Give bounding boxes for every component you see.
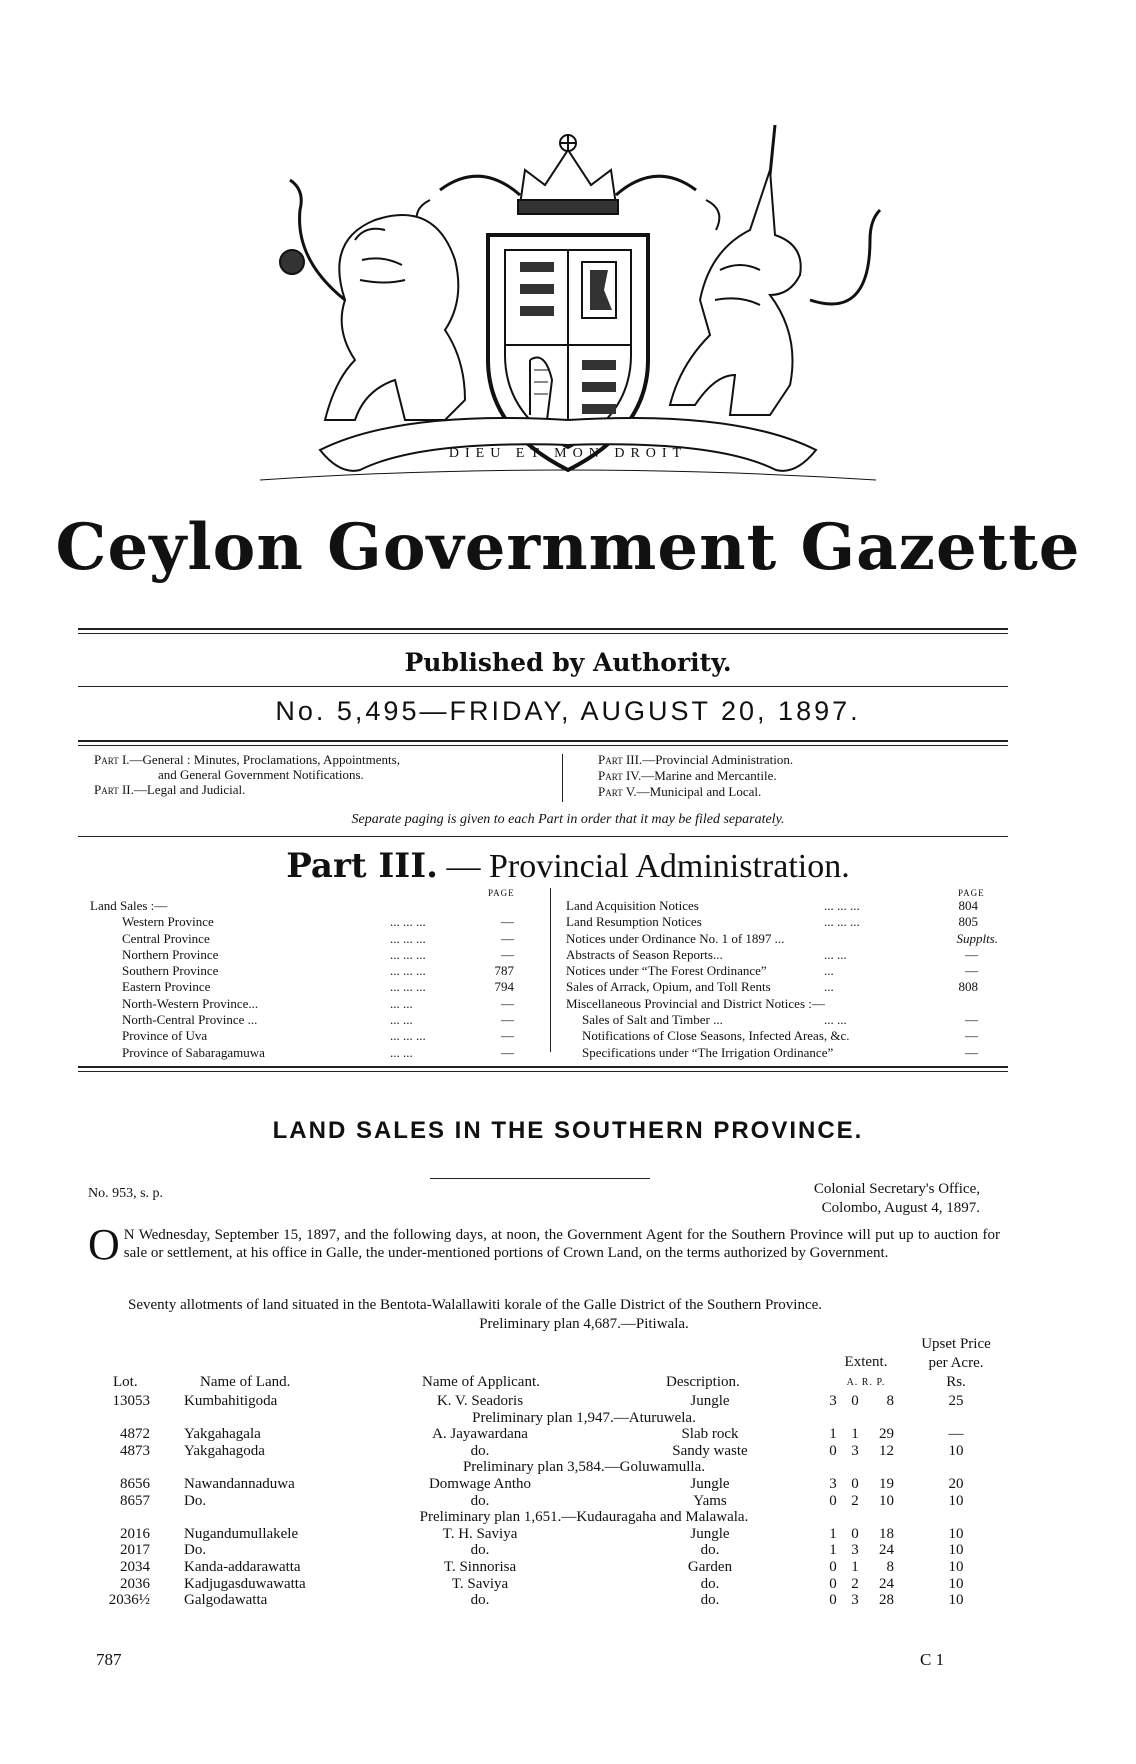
contents-entry-name: Northern Province (122, 946, 219, 962)
contents-entry-name: Province of Uva (122, 1028, 208, 1044)
land-description: do. (700, 1542, 720, 1559)
contents-entry-page: 794 (494, 979, 514, 995)
upset-price-header: Upset Price (921, 1336, 991, 1352)
land-description: do. (700, 1592, 720, 1609)
crown-icon (417, 135, 720, 230)
contents-entry-page: — (501, 914, 514, 930)
office-line-2: Colombo, August 4, 1897. (821, 1200, 980, 1216)
extent-perches: 8 (886, 1559, 894, 1575)
extent-roods: 2 (851, 1575, 859, 1592)
contents-entry-page: 804 (958, 898, 978, 913)
separate-paging-note: Separate paging is given to each Part in order that it may be filed separately. (351, 812, 785, 827)
contents-entry (566, 963, 998, 979)
contents-entry-page: — (965, 1012, 978, 1028)
lot-number: 13053 (112, 1393, 150, 1409)
contents-entry-page: — (501, 995, 514, 1011)
land-description: Slab rock (681, 1426, 739, 1443)
contents-entry-page: — (501, 1044, 514, 1060)
land-description: do. (700, 1575, 720, 1592)
land-name: Do. (184, 1492, 207, 1509)
contents-entry (566, 931, 998, 947)
extent-perches: 29 (879, 1426, 894, 1443)
land-name: Kumbahitigoda (184, 1393, 278, 1409)
contents-entry (90, 947, 530, 963)
contents-entry-dots: ... (824, 979, 834, 995)
applicant-name: do. (470, 1542, 490, 1559)
upset-price: 10 (948, 1492, 964, 1509)
plan-heading: Preliminary plan 4,687.—Pitiwala. (479, 1316, 689, 1332)
extent-acres: 0 (829, 1442, 837, 1459)
contents-entry (90, 996, 530, 1012)
land-description: Yams (693, 1492, 727, 1509)
contents-entry-page: 805 (958, 914, 978, 930)
office-address (700, 1180, 980, 1218)
land-description: Jungle (690, 1525, 730, 1542)
contents-entry-name: Land Acquisition Notices (566, 898, 699, 913)
land-name: Yakgahagala (184, 1426, 261, 1443)
masthead-rule-thin (78, 633, 1008, 634)
svg-text:DIEU ET MON DROIT: DIEU ET MON DROIT (448, 446, 688, 461)
contents-page-header-left: PAGE (488, 888, 515, 898)
extent-acres: 0 (829, 1575, 837, 1592)
contents-entry-page: 808 (958, 979, 978, 995)
upset-price: 10 (948, 1525, 964, 1542)
contents-entry-name: Land Resumption Notices (566, 914, 702, 930)
contents-entry-dots: ... ... ... (390, 1028, 426, 1044)
issue-line: No. 5,495—FRIDAY, AUGUST 20, 1897. (275, 696, 861, 726)
upset-price: 25 (948, 1393, 964, 1409)
extent-roods: 3 (851, 1542, 859, 1559)
contents-entry-page: — (501, 1028, 514, 1044)
applicant-name: A. Jayawardana (432, 1426, 528, 1443)
contents-entry (90, 931, 530, 947)
contents-entry (90, 1045, 530, 1061)
contents-entry (90, 979, 530, 995)
contents-entry-page: — (965, 1028, 978, 1044)
applicant-name: do. (470, 1492, 490, 1509)
extent-roods: 0 (851, 1525, 859, 1542)
contents-entry-dots: ... ... ... (824, 898, 860, 913)
extent-perches: 28 (879, 1592, 894, 1609)
lot-number: 2016 (120, 1525, 150, 1542)
extent-perches: 18 (879, 1525, 894, 1542)
plan-heading: Preliminary plan 3,584.—Goluwamulla. (462, 1459, 706, 1476)
extent-roods: 2 (851, 1492, 859, 1509)
extent-acres: 1 (829, 1542, 837, 1559)
extent-perches: 19 (879, 1476, 894, 1492)
gazette-title: Ceylon Government Gazette (55, 510, 1081, 585)
contents-entry (90, 1012, 530, 1028)
contents-rule (78, 1066, 1008, 1068)
extent-acres: 1 (829, 1525, 837, 1542)
parts-list-right (598, 752, 998, 800)
contents-entry-name: Notifications of Close Seasons, Infected Areas, &c. (582, 1028, 850, 1044)
notice-paragraph: O N Wednesday, September 15, 1897, and the following days, at noon, the Government Agent for the Southern Province will put up to auction for sale or settlement, at his office in Galle, the under-mentioned portions of Crown Land, on the terms authorized by Government. (88, 1220, 1000, 1269)
extent-perches: 24 (879, 1575, 894, 1592)
contents-entry (566, 1012, 998, 1028)
contents-entry-dots: ... ... ... (390, 963, 426, 979)
upset-price: 10 (948, 1442, 964, 1459)
contents-entry (90, 963, 530, 979)
subtitle-rule (78, 686, 1008, 687)
lot-number: 4872 (120, 1426, 150, 1443)
contents-left-heading: Land Sales :— (90, 898, 168, 913)
lot-header: Lot. (113, 1374, 138, 1390)
contents-entry-page: 787 (494, 963, 514, 979)
plan-heading: Preliminary plan 1,947.—Aturuwela. (472, 1409, 696, 1426)
contents-entry-page: — (965, 963, 978, 979)
contents-entry-name: Central Province (122, 930, 210, 946)
parts-rule (78, 836, 1008, 837)
extent-acres: 0 (829, 1592, 837, 1609)
contents-entry-name: Eastern Province (122, 979, 211, 995)
upset-price: 10 (948, 1542, 964, 1559)
extent-perches: 10 (879, 1492, 894, 1509)
part-v-line: Part V.—Municipal and Local. (598, 784, 762, 799)
contents-entry-name: Province of Sabaragamuwa (122, 1044, 265, 1060)
lot-number: 2034 (120, 1559, 150, 1575)
lot-number: 8656 (120, 1476, 150, 1492)
contents-entry (566, 914, 998, 930)
extent-roods: 0 (851, 1476, 859, 1492)
upset-price: 10 (948, 1559, 964, 1575)
land-name: Yakgahagoda (184, 1442, 265, 1459)
contents-entry-dots: ... ... ... (824, 914, 860, 930)
contents-entry-dots: ... ... (390, 1044, 413, 1060)
extent-roods: 0 (851, 1393, 859, 1409)
signature-mark: C 1 (920, 1650, 945, 1669)
section-heading: LAND SALES IN THE SOUTHERN PROVINCE. (272, 1117, 864, 1144)
upset-price: 10 (948, 1592, 964, 1609)
lot-number: 2036 (120, 1575, 150, 1592)
contents-entry (566, 947, 998, 963)
contents-entry-name: Notices under “The Forest Ordinance” (566, 963, 767, 979)
contents-entry (566, 898, 998, 914)
lot-number: 4873 (120, 1442, 150, 1459)
part-i-line: Part I.—General : Minutes, Proclamations, Appointments, (94, 752, 400, 767)
issue-rule (78, 740, 1008, 742)
land-name: Nawandannaduwa (184, 1476, 295, 1492)
land-name: Kanda-addarawatta (184, 1559, 301, 1575)
extent-acres: 3 (829, 1393, 837, 1409)
applicant-name: do. (470, 1592, 490, 1609)
contents-entry-page: — (965, 1044, 978, 1060)
contents-entry-name: North-Western Province... (122, 995, 259, 1011)
contents-entry-name: Miscellaneous Provincial and District Notices :— (566, 995, 825, 1011)
masthead-rule (78, 628, 1008, 630)
applicant-name: K. V. Seadoris (436, 1393, 524, 1409)
issue-rule-thin (78, 745, 1008, 746)
applicant-header: Name of Applicant. (422, 1374, 540, 1390)
contents-entry-dots: ... ... ... (390, 914, 426, 930)
drop-cap: O (88, 1220, 120, 1269)
contents-right (566, 898, 998, 1061)
page-number: 787 (96, 1650, 122, 1669)
contents-entry-dots: ... ... (390, 1012, 413, 1028)
contents-entry (566, 1028, 998, 1044)
lot-number: 2036½ (108, 1592, 150, 1609)
contents-entry-dots: ... ... ... (390, 930, 426, 946)
contents-entry-page: Supplts. (956, 930, 998, 946)
extent-perches: 12 (879, 1442, 894, 1459)
contents-rule-thin (78, 1071, 1008, 1072)
extent-perches: 8 (886, 1393, 894, 1409)
extent-perches: 24 (879, 1542, 894, 1559)
contents-entry-name: Western Province (122, 914, 214, 930)
extent-header: Extent. (844, 1354, 888, 1370)
upset-price: — (948, 1426, 964, 1443)
lion-icon (280, 180, 465, 420)
contents-page-header-right: PAGE (958, 888, 985, 898)
contents-entry-dots: ... ... ... (390, 946, 426, 962)
contents-divider (550, 888, 551, 1052)
lot-number: 2017 (120, 1542, 150, 1559)
rs-header: Rs. (946, 1374, 966, 1390)
land-description: Jungle (690, 1476, 730, 1492)
contents-entry (566, 1045, 998, 1061)
extent-acres: 3 (829, 1476, 837, 1492)
upset-price: 10 (948, 1575, 964, 1592)
applicant-name: T. Sinnorisa (443, 1559, 517, 1575)
contents-entry-page: — (965, 946, 978, 962)
applicant-name: T. H. Saviya (442, 1525, 518, 1542)
contents-entry-name: Notices under Ordinance No. 1 of 1897 ... (566, 930, 785, 946)
office-line-1: Colonial Secretary's Office, (813, 1181, 980, 1197)
notice-rule (430, 1178, 650, 1179)
applicant-name: Domwage Antho (428, 1476, 532, 1492)
description-header: Description. (666, 1374, 740, 1390)
extent-acres: 0 (829, 1559, 837, 1575)
contents-entry-dots: ... ... ... (390, 979, 426, 995)
extent-roods: 3 (851, 1592, 859, 1609)
land-name: Do. (184, 1542, 207, 1559)
allotments-paragraph: Seventy allotments of land situated in the Bentota-Walallawiti korale of the Galle District of the Southern Province. (128, 1297, 823, 1313)
contents-entry (90, 1028, 530, 1044)
contents-entry-name: Sales of Salt and Timber ... (582, 1012, 723, 1028)
contents-entry-dots: ... (824, 963, 834, 979)
contents-entry-page: — (501, 1012, 514, 1028)
part-iv-line: Part IV.—Marine and Mercantile. (598, 768, 777, 783)
part-i-line-2: and General Government Notifications. (158, 767, 364, 782)
extent-acres: 0 (829, 1492, 837, 1509)
royal-coat-of-arms (0, 0, 1136, 520)
contents-entry-name: Sales of Arrack, Opium, and Toll Rents (566, 979, 771, 995)
extent-roods: 3 (851, 1442, 859, 1459)
name-of-land-header: Name of Land. (200, 1374, 291, 1390)
contents-entry-name: Specifications under “The Irrigation Ordinance” (582, 1044, 834, 1060)
contents-entry (566, 979, 998, 995)
per-acre-header: per Acre. (928, 1355, 984, 1371)
land-name: Nugandumullakele (184, 1525, 299, 1542)
plan-heading: Preliminary plan 1,651.—Kudauragaha and Malawala. (419, 1509, 749, 1526)
extent-acres: 1 (829, 1426, 837, 1443)
land-description: Garden (687, 1559, 733, 1575)
unicorn-icon (670, 125, 880, 415)
contents-entry-dots: ... ... (824, 946, 847, 962)
extent-roods: 1 (851, 1559, 859, 1575)
extent-roods: 1 (851, 1426, 859, 1443)
land-description: Sandy waste (672, 1442, 748, 1459)
contents-left (90, 898, 530, 1061)
part-iii-line: Part III.—Provincial Administration. (598, 752, 794, 767)
contents-entry-name: Abstracts of Season Reports... (566, 946, 723, 962)
published-by-authority: Published by Authority. (404, 648, 732, 677)
applicant-name: T. Saviya (451, 1575, 509, 1592)
contents-entry-dots: ... ... (390, 995, 413, 1011)
land-name: Galgodawatta (184, 1592, 268, 1609)
parts-list-left (94, 752, 554, 797)
contents-entry-name: North-Central Province ... (122, 1012, 258, 1028)
land-name: Kadjugasduwawatta (184, 1575, 306, 1592)
notice-number: No. 953, s. p. (88, 1186, 164, 1201)
lot-number: 8657 (120, 1492, 150, 1509)
applicant-name: do. (470, 1442, 490, 1459)
part-title: Part III. — Provincial Administration. (286, 846, 850, 886)
land-description: Jungle (690, 1393, 730, 1409)
contents-entry-page: — (501, 930, 514, 946)
part-ii-line: Part II.—Legal and Judicial. (94, 782, 246, 797)
contents-entry (566, 996, 998, 1012)
upset-price: 20 (948, 1476, 964, 1492)
contents-entry-dots: ... ... (824, 1012, 847, 1028)
arp-header: A. R. P. (846, 1377, 886, 1388)
parts-divider (562, 754, 563, 802)
contents-entry (90, 914, 530, 930)
contents-entry-name: Southern Province (122, 963, 219, 979)
contents-entry-page: — (501, 946, 514, 962)
